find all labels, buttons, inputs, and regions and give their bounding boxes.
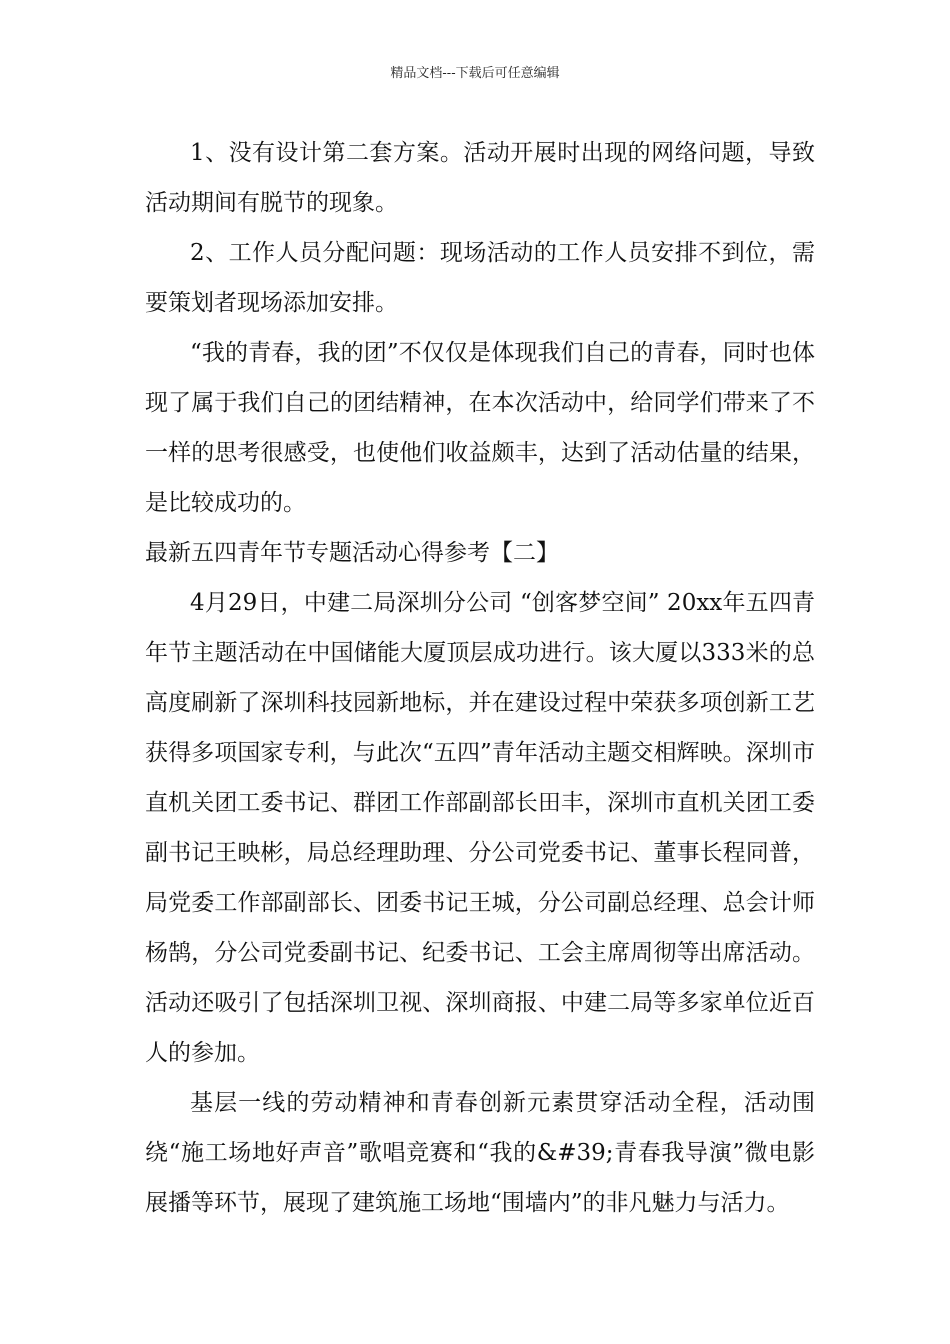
page-header: 精品文档---下载后可任意编辑 (390, 66, 560, 81)
paragraph-event-description: 4月29日，中建二局深圳分公司 “创客梦空间” 20xx年五四青年节主题活动在中国储能大厦顶层成功进行。该大厦以333米的总高度刷新了深圳科技园新地标，并在建设过程中荣获多项创新工艺获得多项国家专利，与此次“五四”青年活动主题交相辉映。深圳市直机关团工委书记、群团工作部副部长田丰，深圳市直机关团工委副书记王映彬，局总经理助理、分公司党委书记、董事长程同普，局党委工作部副部长、团委书记王城，分公司副总经理、总会计师杨鹄，分公司党委副书记、纪委书记、工会主席周彻等出席活动。活动还吸引了包括深圳卫视、深圳商报、中建二局等多家单位近百人的参加。 (145, 590, 815, 1066)
document-body (145, 128, 815, 1228)
paragraph-issue-2: 2、工作人员分配问题：现场活动的工作人员安排不到位，需要策划者现场添加安排。 (145, 240, 815, 316)
section-heading: 最新五四青年节专题活动心得参考【二】 (145, 540, 559, 566)
paragraph-summary: “我的青春，我的团”不仅仅是体现我们自己的青春，同时也体现了属于我们自己的团结精神，在本次活动中，给同学们带来了不一样的思考很感受，也使他们收益颇丰，达到了活动估量的结果，是比较成功的。 (145, 340, 815, 516)
paragraph-issue-1: 1、没有设计第二套方案。活动开展时出现的网络问题，导致活动期间有脱节的现象。 (145, 140, 815, 216)
paragraph-event-highlights: 基层一线的劳动精神和青春创新元素贯穿活动全程，活动围绕“施工场地好声音”歌唱竞赛和“我的&#39;青春我导演”微电影展播等环节，展现了建筑施工场地“围墙内”的非凡魅力与活力。 (145, 1090, 815, 1216)
